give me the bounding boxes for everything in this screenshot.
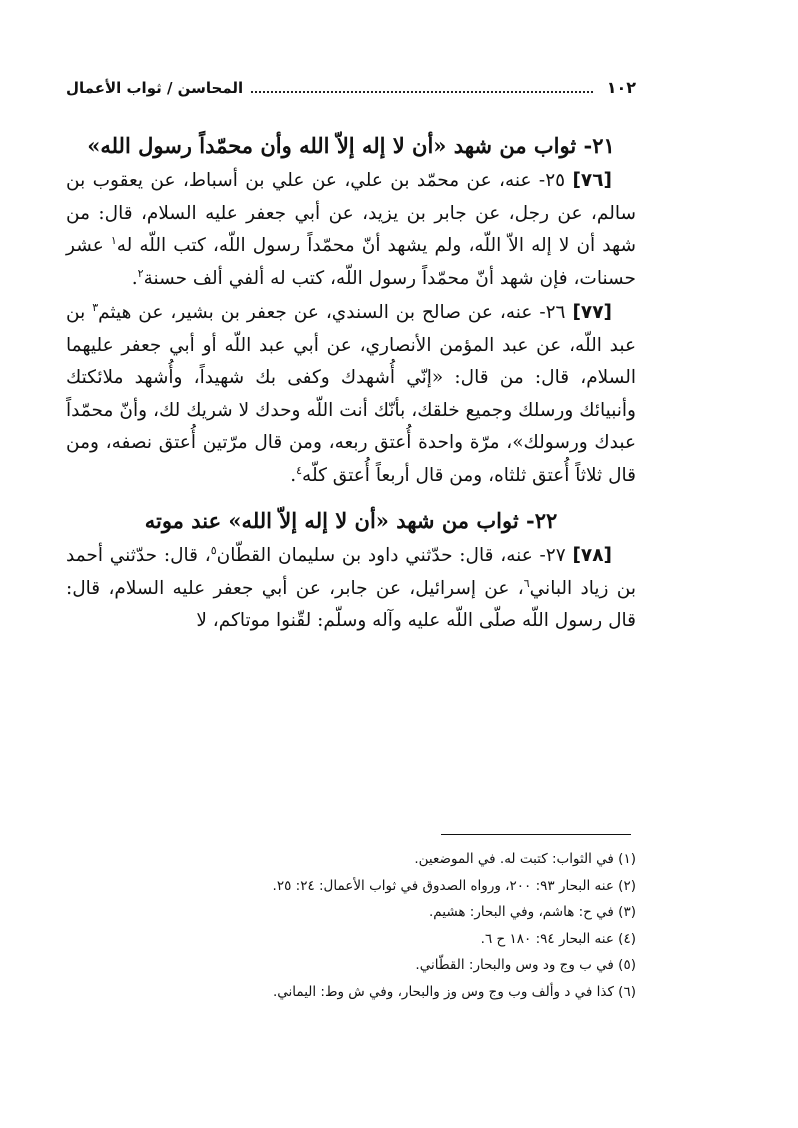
section-heading-21: ٢١- ثواب من شهد «أن لا إله إلاّ الله وأن محمّداً رسول الله» bbox=[87, 133, 615, 158]
page-number: ١٠٢ bbox=[606, 78, 636, 97]
footnote-separator bbox=[441, 834, 631, 835]
footnote-4: (٤) عنه البحار ٩٤: ١٨٠ ح ٦. bbox=[480, 930, 636, 947]
hadith-ref-number: [٧٨] bbox=[572, 545, 612, 566]
footnote-marker: ٥ bbox=[210, 543, 217, 557]
footnote-5: (٥) في ب وج ود وس والبحار: القطّاني. bbox=[415, 957, 636, 973]
hadith-text: ٢٥- عنه، عن محمّد بن علي، عن علي بن أسباط، عن يعقوب بن سالم، عن رجل، عن جابر بن يزيد، عن أبي جعفر عليه السلام، قال: من شهد أن لا إله الاّ اللّه، ولم يشهد أنّ محمّداً رسول اللّه، كتب اللّه له bbox=[66, 170, 636, 256]
hadith-text: . bbox=[131, 267, 138, 289]
footnote-marker: ٢ bbox=[137, 266, 144, 280]
hadith-text: بن عبد اللّه، عن عبد المؤمن الأنصاري، عن أبي عبد اللّه أو أبي جعفر عليهما السلام، قال: من قال: «إنّي أُشهدك وكفى بك شهيداً، وأُشهد ملائكتك وأنبيائك ورسلك وجميع خلقك، بأنّك أنت اللّه وحدك لا شريك لك، وأنّ محمّداً عبدك ورسولك»، مرّة واحدة أُعتق ربعه، ومن قال مرّتين أُعتق نصفه، ومن قال ثلاثاً أُعتق ثلثاه، ومن قال أربعاً أُعتق كلّه bbox=[66, 302, 636, 486]
footnote-6: (٦) كذا في د وألف وب وج وس وز والبحار، وفي ش وط: اليماني. bbox=[272, 983, 636, 1000]
hadith-text: ٢٧- عنه، قال: حدّثني داود بن سليمان القطّان bbox=[216, 545, 573, 566]
footnote-marker: ٦ bbox=[523, 576, 530, 590]
hadith-text: ٢٦- عنه، عن صالح بن السندي، عن جعفر بن بشير، عن هيثم bbox=[98, 302, 573, 323]
hadith-text: عشر حسنات، فإن شهد أنّ محمّداً رسول اللّه، كتب له ألفي ألف حسنة bbox=[66, 235, 636, 289]
footnotes bbox=[150, 846, 636, 1005]
footnote-marker: ١ bbox=[110, 233, 117, 247]
hadith-paragraph-76 bbox=[66, 165, 636, 295]
hadith-text: . bbox=[290, 464, 297, 486]
leader-dots bbox=[251, 81, 593, 93]
running-title: المحاسن / ثواب الأعمال bbox=[66, 79, 244, 97]
footnote-marker: ٣ bbox=[92, 300, 99, 314]
hadith-text: ، عن إسرائيل، عن جابر، عن أبي جعفر عليه السلام، قال: قال رسول اللّه صلّى اللّه عليه وآله وسلّم: لقّنوا موتاكم، لا bbox=[66, 577, 636, 631]
running-header bbox=[66, 78, 636, 109]
hadith-paragraph-78 bbox=[66, 540, 636, 638]
footnote-1: (١) في الثواب: كتبت له. في الموضعين. bbox=[414, 851, 636, 867]
footnote-marker: ٤ bbox=[296, 463, 303, 477]
hadith-ref-number: [٧٧] bbox=[572, 302, 612, 323]
footnote-2: (٢) عنه البحار ٩٣: ٢٠٠، ورواه الصدوق في ثواب الأعمال: ٢٤: ٢٥. bbox=[272, 877, 636, 894]
hadith-paragraph-77 bbox=[66, 297, 636, 492]
hadith-text: ، قال: حدّثني أحمد بن زياد الباني bbox=[66, 545, 636, 599]
hadith-ref-number: [٧٦] bbox=[572, 170, 612, 191]
footnote-3: (٣) في ح: هاشم، وفي البحار: هشيم. bbox=[429, 904, 636, 920]
section-heading-22: ٢٢- ثواب من شهد «أن لا إله إلاّ الله» عند موته bbox=[144, 508, 558, 533]
page-body bbox=[66, 78, 636, 638]
